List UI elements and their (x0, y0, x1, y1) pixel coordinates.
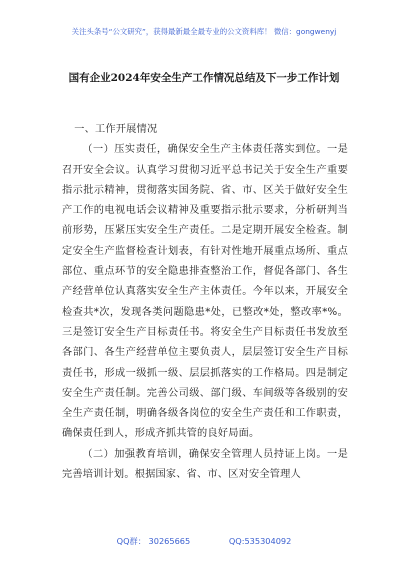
section-heading: 一、工作开展情况 (74, 124, 158, 135)
document-title: 国有企业2024年安全生产工作情况总结及下一步工作计划 (68, 72, 340, 84)
header-banner: 关注头条号“公文研究”，获得最新最全最专业的公文资料库！ 微信：gongwenyj (71, 27, 337, 36)
paragraph-2: （二）加强教育培训，确保安全管理人员持证上岗。一是完善培训计划。根据国家、省、市、区对安全管理人 (62, 448, 348, 481)
footer-qq-number: QQ:535304092 (228, 536, 292, 546)
paragraph-1: （一）压实责任，确保安全生产主体责任落实到位。一是召开安全会议。认真学习贯彻习近平总书记关于安全生产重要指示批示精神，贯彻落实国务院、省、市、区关于做好安全生产工作的电视电话会议精神及重要指示批示要求，分析研判当前形势，压紧压实安全生产责任。二是定期开展安全检查。制定安全生产监督检查计划表，有针对性地开展重点场所、重点部位、重点环节的安全隐患排查整治工作，督促各部门、各生产经营单位认真落实安全生产主体责任。今年以来，开展安全检查共*次，发现各类问题隐患*处，已整改*处，整改率*%。三是签订安全生产目标责任书。将安全生产目标责任书发放至各部门、各生产经营单位主要负责人，层层签订安全生产目标责任书，形成一级抓一级、层层抓落实的工作格局。四是制定安全生产责任制。完善公司级、部门级、车间级等各级别的安全生产责任制，明确各级各岗位的安全生产责任和工作职责，确保责任到人，形成齐抓共管的良好局面。 (62, 144, 348, 440)
footer-qq-group: QQ群： 30265665 (116, 536, 191, 546)
document-body (62, 120, 348, 485)
footer (0, 536, 408, 547)
